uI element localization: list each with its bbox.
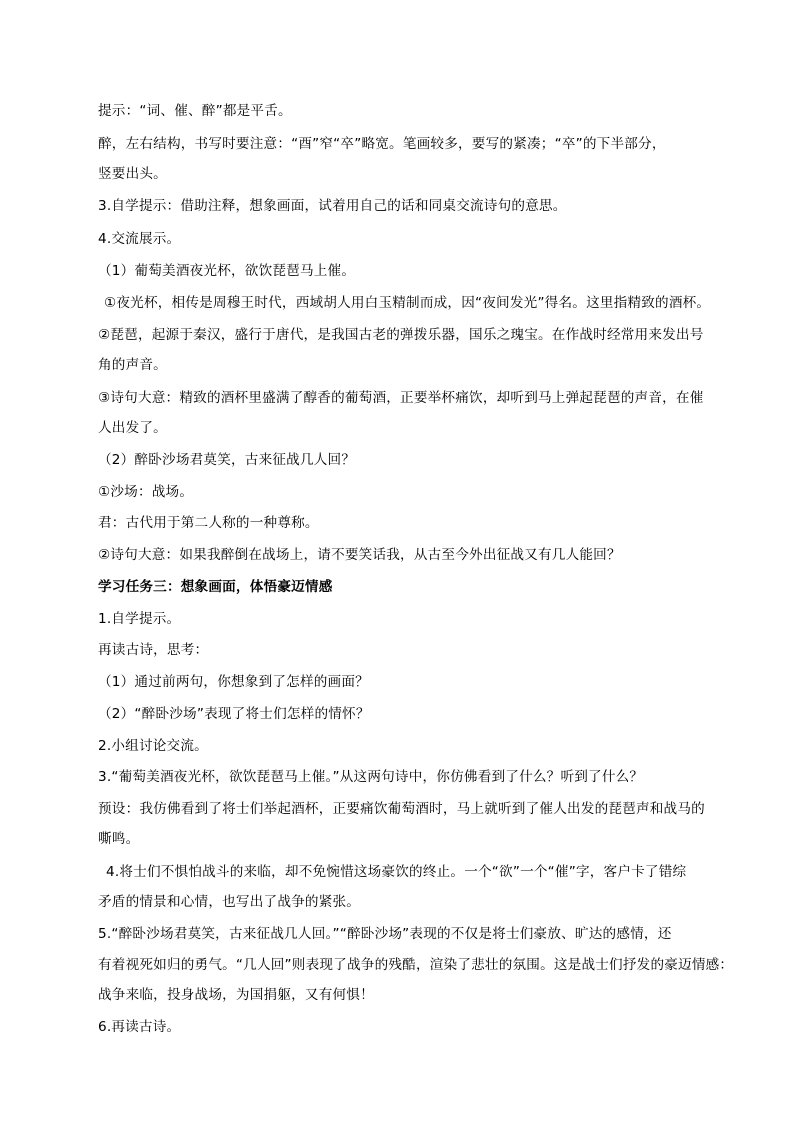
text-line: （2）“醉卧沙场”表现了将士们怎样的情怀？: [98, 706, 370, 722]
text-line: 醉，左右结构，书写时要注意：“酉”窄“卒”略宽。笔画较多，要写的紧凑；“卒”的下半部分，: [98, 136, 666, 152]
text-line: 提示：“词、催、醉”都是平舌。: [98, 103, 292, 119]
text-line: （1）葡萄美酒夜光杯，欲饮琵琶马上催。: [98, 263, 356, 279]
text-line: 3.“葡萄美酒夜光杯，欲饮琵琶马上催。”从这两句诗中，你仿佛看到了什么？听到了什么？: [98, 769, 644, 785]
text-line: 6.再读古诗。: [98, 1019, 181, 1035]
text-line: 君：古代用于第二人称的一种尊称。: [98, 515, 319, 531]
text-line: 1.自学提示。: [98, 611, 181, 627]
text-line: 有着视死如归的勇气。“几人回”则表现了战争的残酷，渲染了悲壮的氛围。这是战士们抒发的豪迈情感：: [98, 957, 734, 973]
section-heading: 学习任务三：想象画面，体悟豪迈情感: [98, 579, 333, 595]
text-line: （1）通过前两句，你想象到了怎样的画面？: [98, 674, 369, 690]
text-line: ②琵琶，起源于秦汉，盛行于唐代，是我国古老的弹拨乐器，国乐之瑰宝。在作战时经常用来发出号: [98, 327, 704, 343]
text-line: 3.自学提示：借助注释，想象画面，试着用自己的话和同桌交流诗句的意思。: [98, 198, 567, 214]
text-line: ①沙场：战场。: [98, 484, 194, 500]
text-line: 矛盾的情景和心情，也写出了战争的紧张。: [98, 894, 361, 910]
text-line: 4.交流展示。: [98, 231, 181, 247]
text-line: 竖要出头。: [98, 166, 167, 182]
text-line: 再读古诗，思考：: [98, 642, 209, 658]
text-line: 5.“醉卧沙场君莫笑，古来征战几人回。”“醉卧沙场”表现的不仅是将士们豪放、旷达的感情，还: [98, 926, 672, 942]
text-line: 预设：我仿佛看到了将士们举起酒杯，正要痛饮葡萄酒时，马上就听到了催人出发的琵琶声和战马的: [98, 801, 705, 817]
text-line: 战争来临，投身战场，为国捐躯，又有何惧！: [98, 987, 374, 1003]
text-line: 4.将士们不惧怕战斗的来临，却不免惋惜这场豪饮的终止。一个“欲”一个“催”字，客户卡了错综: [106, 864, 687, 880]
text-line: 2.小组讨论交流。: [98, 738, 208, 754]
text-line: ②诗句大意：如果我醉倒在战场上，请不要笑话我，从古至今外出征战又有几人能回？: [98, 547, 621, 563]
text-line: 人出发了。: [98, 420, 167, 436]
text-line: 嘶鸣。: [98, 831, 140, 847]
text-line: 角的声音。: [98, 357, 167, 373]
text-line: ③诗句大意：精致的酒杯里盛满了醇香的葡萄酒，正要举杯痛饮，却听到马上弹起琵琶的声音，在催: [98, 390, 704, 406]
text-line: （2）醉卧沙场君莫笑，古来征战几人回？: [98, 452, 356, 468]
text-line: ①夜光杯，相传是周穆王时代，西域胡人用白玉精制而成，因“夜间发光”得名。这里指精致的酒杯。: [104, 295, 711, 311]
